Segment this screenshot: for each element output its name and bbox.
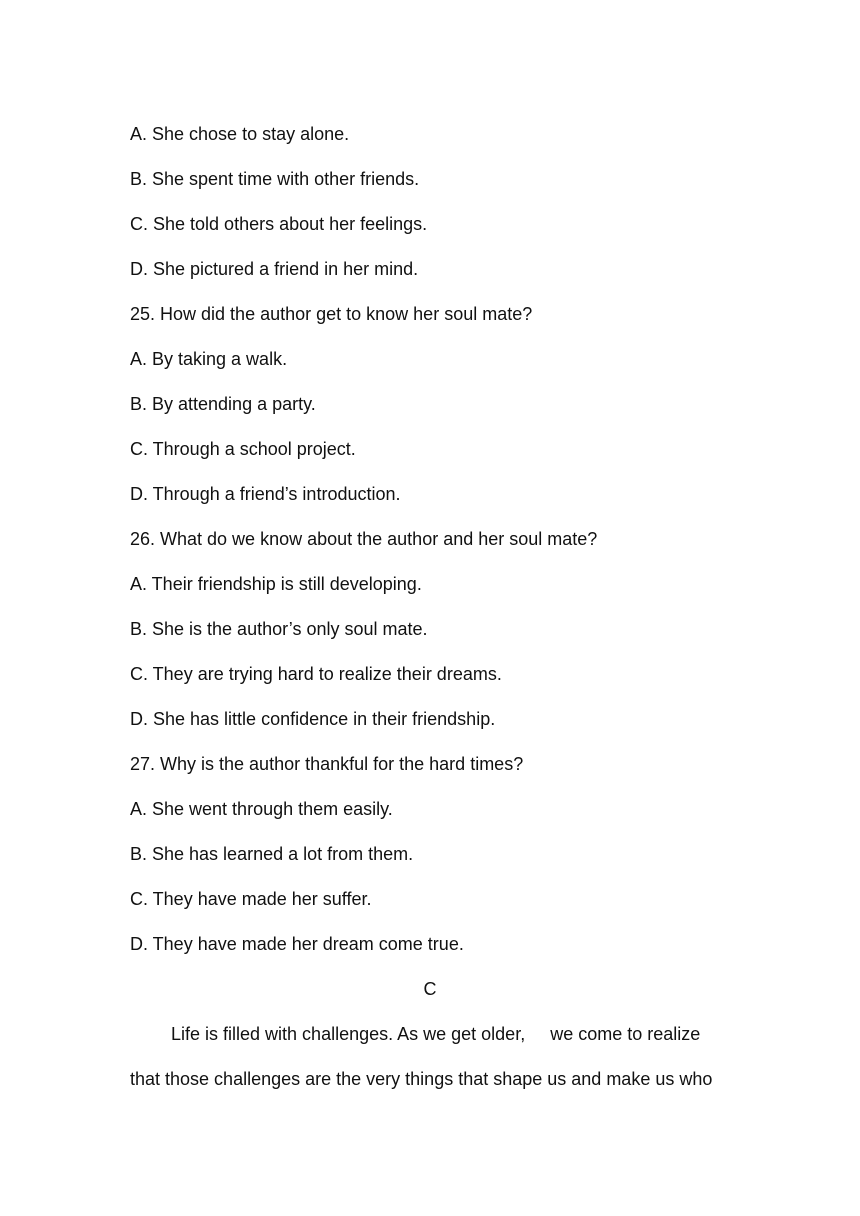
passage-c-line-2: that those challenges are the very things that shape us and make us who xyxy=(130,1069,713,1089)
page-content xyxy=(130,112,730,1102)
q25-option-c: C. Through a school project. xyxy=(130,439,356,459)
q25-option-a: A. By taking a walk. xyxy=(130,349,288,369)
q26-option-a: A. Their friendship is still developing. xyxy=(130,574,422,594)
q25-option-d: D. Through a friend’s introduction. xyxy=(130,484,401,504)
q24-option-a: A. She chose to stay alone. xyxy=(130,124,350,144)
q25-option-b: B. By attending a party. xyxy=(130,394,316,414)
q27-option-b: B. She has learned a lot from them. xyxy=(130,844,414,864)
q27-option-a: A. She went through them easily. xyxy=(130,799,393,819)
q24-option-d: D. She pictured a friend in her mind. xyxy=(130,259,419,279)
section-heading-c: C xyxy=(423,979,437,999)
q27-question: 27. Why is the author thankful for the hard times? xyxy=(130,754,524,774)
q24-option-c: C. She told others about her feelings. xyxy=(130,214,428,234)
q26-option-b: B. She is the author’s only soul mate. xyxy=(130,619,428,639)
q25-question: 25. How did the author get to know her soul mate? xyxy=(130,304,533,324)
q26-option-d: D. She has little confidence in their friendship. xyxy=(130,709,496,729)
q24-option-b: B. She spent time with other friends. xyxy=(130,169,420,189)
q26-option-c: C. They are trying hard to realize their dreams. xyxy=(130,664,502,684)
passage-c-line-1: Life is filled with challenges. As we get older, we come to realize xyxy=(171,1024,701,1044)
q26-question: 26. What do we know about the author and her soul mate? xyxy=(130,529,598,549)
q27-option-d: D. They have made her dream come true. xyxy=(130,934,464,954)
q27-option-c: C. They have made her suffer. xyxy=(130,889,372,909)
